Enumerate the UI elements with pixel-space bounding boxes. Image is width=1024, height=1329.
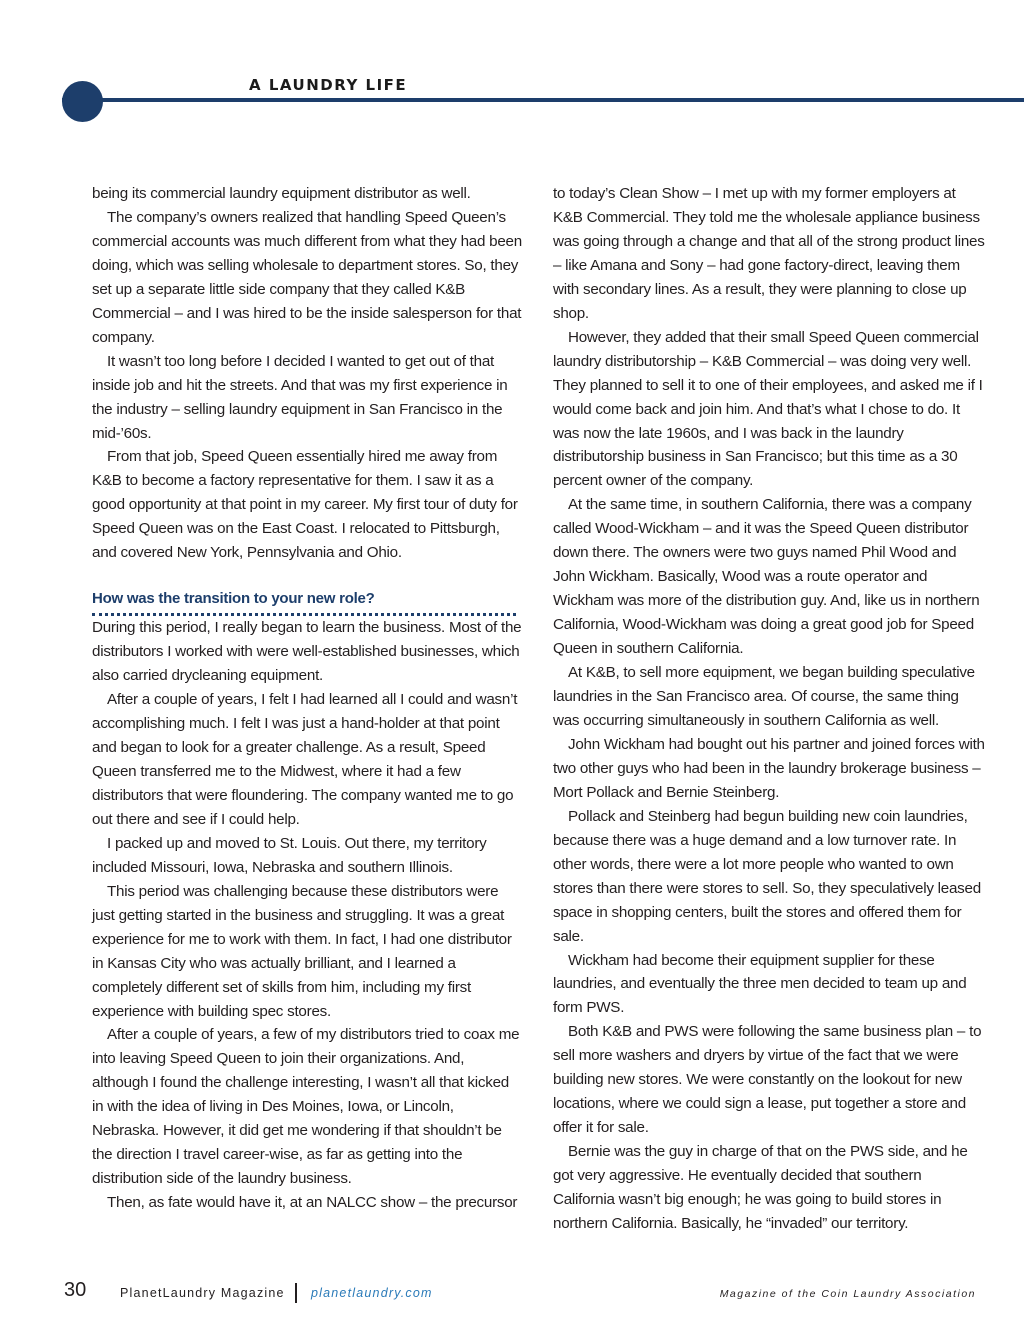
website-link[interactable]: planetlaundry.com [311, 1286, 433, 1300]
paragraph: This period was challenging because these distributors were just getting started in the business and struggling. It was a great experience for me to work with them. In fact, I had one distributor in Kansas City who was actually brilliant, and I learned a completely different set of skills from him, including my first experience with building spec stores. [92, 882, 512, 1020]
paragraph: Bernie was the guy in charge of that on the PWS side, and he got very aggressive. He eventually decided that southern California wasn’t big enough; he was going to build stores in northern California. Basically, he “invaded” our territory. [553, 1143, 968, 1232]
paragraph: to today’s Clean Show – I met up with my former employers at K&B Commercial. They told me the wholesale appliance business was going through a change and that all of the strong product lines – like Amana and Sony – had gone factory-direct, leaving them with secondary lines. As a result, they were planning to close up shop. [553, 185, 985, 322]
subheading: How was the transition to your new role? [92, 588, 516, 616]
paragraph: being its commercial laundry equipment distributor as well. [92, 185, 471, 202]
paragraph: Wickham had become their equipment supplier for these laundries, and eventually the three men decided to team up and form PWS. [553, 951, 967, 1017]
right-column [553, 182, 985, 1236]
paragraph: It wasn’t too long before I decided I wanted to get out of that inside job and hit the streets. And that was my first experience in the industry – selling laundry equipment in San Francisco in the mid-’60s. [92, 352, 508, 442]
header-rule [62, 98, 1024, 102]
magazine-name: PlanetLaundry Magazine [120, 1286, 285, 1300]
paragraph: At the same time, in southern California, there was a company called Wood-Wickham – and it was the Speed Queen distributor down there. The owners were two guys named Phil Wood and John Wickham. Basically, Wood was a route operator and Wickham was more of the distribution guy. And, like us in northern California, Wood-Wickham was doing a great good job for Speed Queen in southern California. [553, 496, 980, 658]
paragraph: After a couple of years, a few of my distributors tried to coax me into leaving Speed Queen to join their organizations. And, although I found the challenge interesting, I wasn’t all that kicked in with the idea of living in Des Moines, Iowa, or Lincoln, Nebraska. However, it did get me wondering if that shouldn’t be the direction I travel career-wise, as far as getting into the distribution side of the laundry business. [92, 1026, 520, 1188]
paragraph: From that job, Speed Queen essentially hired me away from K&B to become a factory representative for them. I saw it as a good opportunity at that point in my career. My first tour of duty for Speed Queen was on the East Coast. I relocated to Pittsburgh, and covered New York, Pennsylvania and Ohio. [92, 448, 518, 562]
paragraph: I packed up and moved to St. Louis. Out there, my territory included Missouri, Iowa, Nebraska and southern Illinois. [92, 834, 487, 876]
section-title: A LAUNDRY LIFE [249, 76, 408, 94]
paragraph: At K&B, to sell more equipment, we began building speculative laundries in the San Francisco area. Of course, the same thing was occurring simultaneously in southern California as well. [553, 664, 975, 729]
paragraph: Then, as fate would have it, at an NALCC show – the precursor [107, 1194, 518, 1212]
header-dot [62, 81, 103, 122]
paragraph: Pollack and Steinberg had begun building new coin laundries, because there was a huge demand and a low turnover rate. In other words, there were a lot more people who wanted to own stores than there were stores to sell. So, they speculatively leased space in shopping centers, built the stores and offered them for sale. [553, 807, 981, 945]
paragraph: After a couple of years, I felt I had learned all I could and wasn’t accomplishing much. I felt I was just a hand-holder at that point and began to look for a greater challenge. As a result, Speed Queen transferred me to the Midwest, where it had a few distributors that were floundering. The company wanted me to go out there and see if I could help. [92, 691, 518, 828]
paragraph: The company’s owners realized that handling Speed Queen’s commercial accounts was much different from what they had been doing, which was selling wholesale to department stores. So, they set up a separate little side company that they called K&B Commercial – and I was hired to be the inside salesperson for that company. [92, 208, 522, 346]
paragraph: During this period, I really began to learn the business. Most of the distributors I worked with were well-established businesses, which also carried drycleaning equipment. [92, 619, 522, 685]
paragraph: John Wickham had bought out his partner and joined forces with two other guys who had been in the laundry brokerage business – Mort Pollack and Bernie Steinberg. [553, 735, 985, 801]
paragraph: Both K&B and PWS were following the same business plan – to sell more washers and dryers by virtue of the fact that we were building new stores. We were constantly on the lookout for new locations, where we could sign a lease, put together a store and offer it for sale. [553, 1023, 982, 1137]
page-number: 30 [64, 1279, 87, 1301]
paragraph: However, they added that their small Speed Queen commercial laundry distributorship – K&B Commercial – was doing very well. They planned to sell it to one of their employees, and asked me if I would come back and join him. And that’s what I chose to do. It was now the late 1960s, and I was back in the laundry distributorship business in San Francisco; but this time as a 30 percent owner of the company. [553, 328, 983, 490]
association-tagline: Magazine of the Coin Laundry Association [719, 1288, 976, 1300]
left-column [92, 182, 524, 1215]
footer-divider [295, 1283, 297, 1303]
